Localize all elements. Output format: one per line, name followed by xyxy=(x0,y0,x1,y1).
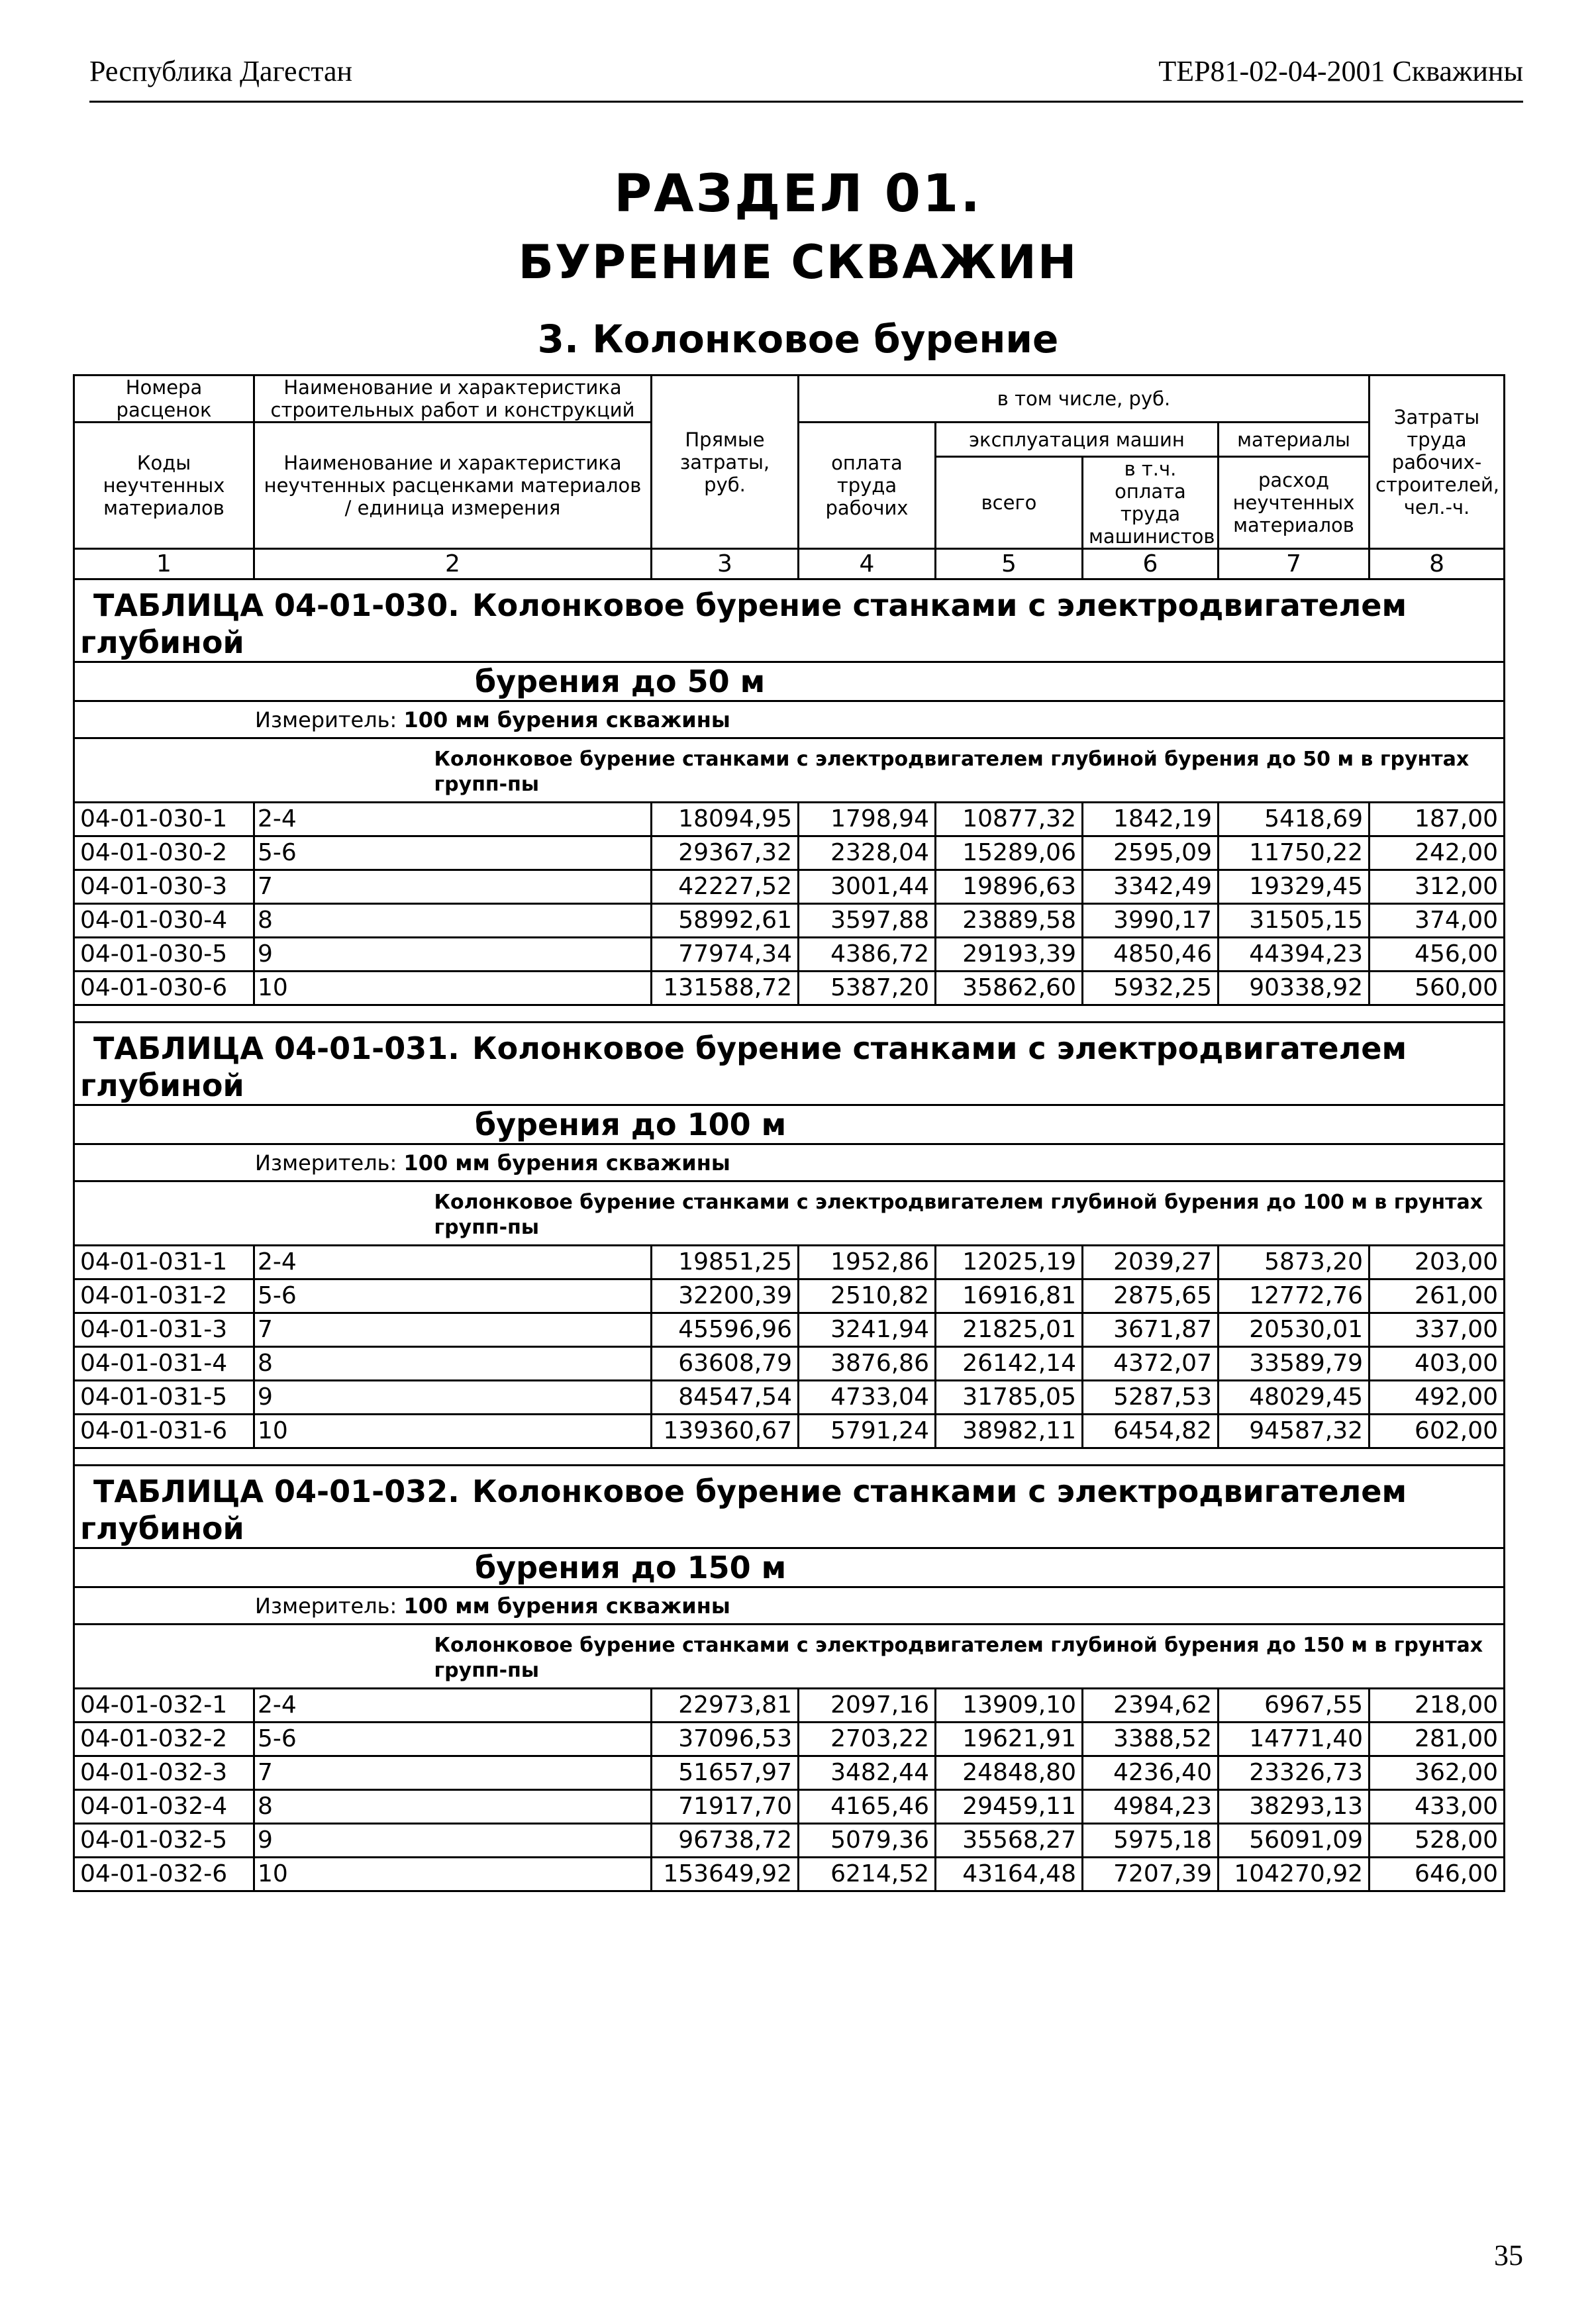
cell-hours: 456,00 xyxy=(1370,938,1505,972)
col-machines-header: эксплуатация машин xyxy=(936,423,1219,457)
cell-mach: 38982,11 xyxy=(936,1415,1083,1448)
cell-direct: 32200,39 xyxy=(652,1279,799,1313)
cell-group: 5-6 xyxy=(254,1279,652,1313)
cell-mach: 13909,10 xyxy=(936,1689,1083,1723)
cell-mat: 5418,69 xyxy=(1219,803,1370,836)
table-row xyxy=(74,870,1505,904)
cell-mach_labor: 4984,23 xyxy=(1083,1790,1219,1824)
cell-direct: 58992,61 xyxy=(652,904,799,938)
cell-mat: 14771,40 xyxy=(1219,1723,1370,1756)
cell-mach: 23889,58 xyxy=(936,904,1083,938)
table-row xyxy=(74,836,1505,870)
cell-group: 10 xyxy=(254,972,652,1005)
cell-hours: 187,00 xyxy=(1370,803,1505,836)
cell-labor: 5079,36 xyxy=(799,1824,936,1858)
cell-mach: 19896,63 xyxy=(936,870,1083,904)
meter-value: 100 мм бурения скважины xyxy=(403,1150,730,1176)
col-rate-number-header: Номера расценок xyxy=(74,375,254,423)
cell-group: 9 xyxy=(254,1824,652,1858)
cell-code: 04-01-031-6 xyxy=(74,1415,254,1448)
cell-group: 8 xyxy=(254,904,652,938)
col-material-consumption-header: расход неучтенных материалов xyxy=(1219,457,1370,549)
cell-code: 04-01-031-5 xyxy=(74,1381,254,1415)
cell-hours: 560,00 xyxy=(1370,972,1505,1005)
table-meter xyxy=(74,1144,1505,1181)
table-row xyxy=(74,1824,1505,1858)
cell-code: 04-01-032-2 xyxy=(74,1723,254,1756)
col-wages-header: оплата труда рабочих xyxy=(799,423,936,549)
table-caption xyxy=(74,1023,1505,1105)
table-row xyxy=(74,1790,1505,1824)
cell-hours: 312,00 xyxy=(1370,870,1505,904)
table-row xyxy=(74,1756,1505,1790)
column-number-3: 3 xyxy=(652,549,799,579)
cell-mach_labor: 5287,53 xyxy=(1083,1381,1219,1415)
cell-labor: 3876,86 xyxy=(799,1347,936,1381)
cell-hours: 242,00 xyxy=(1370,836,1505,870)
cell-mat: 23326,73 xyxy=(1219,1756,1370,1790)
cell-code: 04-01-030-6 xyxy=(74,972,254,1005)
column-number-1: 1 xyxy=(74,549,254,579)
cell-code: 04-01-032-4 xyxy=(74,1790,254,1824)
cell-code: 04-01-032-5 xyxy=(74,1824,254,1858)
cell-hours: 646,00 xyxy=(1370,1858,1505,1891)
cell-direct: 131588,72 xyxy=(652,972,799,1005)
running-header xyxy=(89,54,1523,101)
cell-code: 04-01-031-1 xyxy=(74,1246,254,1279)
table-caption xyxy=(74,1466,1505,1548)
cell-hours: 492,00 xyxy=(1370,1381,1505,1415)
cell-mach: 43164,48 xyxy=(936,1858,1083,1891)
cell-mach: 15289,06 xyxy=(936,836,1083,870)
table-row xyxy=(74,1313,1505,1347)
cell-group: 5-6 xyxy=(254,836,652,870)
section-subtitle: БУРЕНИЕ СКВАЖИН xyxy=(518,235,1078,289)
cell-direct: 77974,34 xyxy=(652,938,799,972)
cell-hours: 433,00 xyxy=(1370,1790,1505,1824)
col-machines-total-header: всего xyxy=(936,457,1083,549)
cell-code: 04-01-032-1 xyxy=(74,1689,254,1723)
meter-value: 100 мм бурения скважины xyxy=(403,1593,730,1619)
cell-labor: 3241,94 xyxy=(799,1313,936,1347)
cell-hours: 203,00 xyxy=(1370,1246,1505,1279)
cell-code: 04-01-032-3 xyxy=(74,1756,254,1790)
table-label: ТАБЛИЦА 04-01-030. xyxy=(93,587,460,623)
cell-code: 04-01-030-4 xyxy=(74,904,254,938)
cell-mach: 16916,81 xyxy=(936,1279,1083,1313)
col-materials-header: материалы xyxy=(1219,423,1370,457)
cell-direct: 22973,81 xyxy=(652,1689,799,1723)
table-caption-row-2 xyxy=(74,1105,1505,1144)
cell-code: 04-01-030-5 xyxy=(74,938,254,972)
cell-mat: 44394,23 xyxy=(1219,938,1370,972)
cell-group: 9 xyxy=(254,1381,652,1415)
cell-hours: 337,00 xyxy=(1370,1313,1505,1347)
col-labor-hours-header: Затраты труда рабочих-строителей, чел.-ч. xyxy=(1370,375,1505,549)
header-rule xyxy=(89,101,1523,103)
cell-group: 7 xyxy=(254,1313,652,1347)
col-material-codes-header: Коды неучтенных материалов xyxy=(74,423,254,549)
table-meter-row xyxy=(74,701,1505,738)
cell-mach: 26142,14 xyxy=(936,1347,1083,1381)
table-title-line-1: Колонковое бурение станками с электродвигателем глубиной xyxy=(80,1474,1407,1546)
cell-direct: 84547,54 xyxy=(652,1381,799,1415)
table-caption-row xyxy=(74,1023,1505,1105)
col-machinist-wages-header: в т.ч. оплата труда машинистов xyxy=(1083,457,1219,549)
cell-labor: 3597,88 xyxy=(799,904,936,938)
table-caption xyxy=(74,579,1505,662)
table-spacer xyxy=(74,1005,1505,1023)
cell-mach_labor: 3342,49 xyxy=(1083,870,1219,904)
column-number-8: 8 xyxy=(1370,549,1505,579)
table-title-line-1: Колонковое бурение станками с электродвигателем глубиной xyxy=(80,587,1407,660)
col-work-name-header: Наименование и характеристика строительных работ и конструкций xyxy=(254,375,652,423)
table-title-line-2: бурения до 50 м xyxy=(74,662,1505,701)
group-row xyxy=(74,1181,1505,1246)
table-title-line-2: бурения до 150 м xyxy=(74,1548,1505,1587)
cell-mach: 21825,01 xyxy=(936,1313,1083,1347)
subsection-title: 3. Колонковое бурение xyxy=(537,317,1059,362)
cell-group: 5-6 xyxy=(254,1723,652,1756)
table-row xyxy=(74,1347,1505,1381)
cell-group: 2-4 xyxy=(254,1689,652,1723)
cell-mach_labor: 3671,87 xyxy=(1083,1313,1219,1347)
cell-code: 04-01-030-2 xyxy=(74,836,254,870)
table-label: ТАБЛИЦА 04-01-031. xyxy=(93,1030,460,1066)
cell-hours: 403,00 xyxy=(1370,1347,1505,1381)
cell-hours: 528,00 xyxy=(1370,1824,1505,1858)
cell-mat: 5873,20 xyxy=(1219,1246,1370,1279)
cell-labor: 3001,44 xyxy=(799,870,936,904)
cell-mat: 12772,76 xyxy=(1219,1279,1370,1313)
cell-code: 04-01-031-3 xyxy=(74,1313,254,1347)
cell-direct: 71917,70 xyxy=(652,1790,799,1824)
table-meter xyxy=(74,1587,1505,1625)
cell-hours: 602,00 xyxy=(1370,1415,1505,1448)
cell-code: 04-01-030-3 xyxy=(74,870,254,904)
cell-code: 04-01-031-4 xyxy=(74,1347,254,1381)
cell-mach_labor: 4372,07 xyxy=(1083,1347,1219,1381)
cell-mach: 12025,19 xyxy=(936,1246,1083,1279)
group-row xyxy=(74,738,1505,803)
cell-direct: 63608,79 xyxy=(652,1347,799,1381)
cell-mat: 38293,13 xyxy=(1219,1790,1370,1824)
table-meter-row xyxy=(74,1587,1505,1625)
cell-mat: 6967,55 xyxy=(1219,1689,1370,1723)
col-direct-costs-header: Прямые затраты, руб. xyxy=(652,375,799,549)
cell-mach_labor: 3990,17 xyxy=(1083,904,1219,938)
cell-code: 04-01-031-2 xyxy=(74,1279,254,1313)
table-row xyxy=(74,1858,1505,1891)
table-caption-row-2 xyxy=(74,662,1505,701)
cell-direct: 42227,52 xyxy=(652,870,799,904)
cell-mach_labor: 2394,62 xyxy=(1083,1689,1219,1723)
col-material-name-header: Наименование и характеристика неучтенных расценками материалов / единица измерения xyxy=(254,423,652,549)
cell-code: 04-01-032-6 xyxy=(74,1858,254,1891)
cell-mach_labor: 7207,39 xyxy=(1083,1858,1219,1891)
cell-mach_labor: 2875,65 xyxy=(1083,1279,1219,1313)
cell-labor: 5387,20 xyxy=(799,972,936,1005)
table-row xyxy=(74,938,1505,972)
cell-labor: 2703,22 xyxy=(799,1723,936,1756)
header-document-code: ТЕР81-02-04-2001 Скважины xyxy=(1158,55,1523,87)
cell-mach: 29193,39 xyxy=(936,938,1083,972)
cell-mach: 35862,60 xyxy=(936,972,1083,1005)
cell-group: 10 xyxy=(254,1415,652,1448)
section-title: РАЗДЕЛ 01. xyxy=(614,164,982,224)
cell-hours: 374,00 xyxy=(1370,904,1505,938)
cell-labor: 1798,94 xyxy=(799,803,936,836)
column-number-4: 4 xyxy=(799,549,936,579)
cell-labor: 4733,04 xyxy=(799,1381,936,1415)
cell-mach_labor: 2039,27 xyxy=(1083,1246,1219,1279)
column-numbers-row xyxy=(74,549,1505,579)
cell-labor: 5791,24 xyxy=(799,1415,936,1448)
cell-direct: 18094,95 xyxy=(652,803,799,836)
group-spacer-cell xyxy=(74,738,254,803)
cell-group: 8 xyxy=(254,1347,652,1381)
cell-mach_labor: 1842,19 xyxy=(1083,803,1219,836)
cell-mach: 10877,32 xyxy=(936,803,1083,836)
cell-group: 2-4 xyxy=(254,803,652,836)
table-label: ТАБЛИЦА 04-01-032. xyxy=(93,1474,460,1509)
cell-group: 9 xyxy=(254,938,652,972)
cell-mach: 24848,80 xyxy=(936,1756,1083,1790)
cell-direct: 37096,53 xyxy=(652,1723,799,1756)
table-meter-row xyxy=(74,1144,1505,1181)
cell-mach: 35568,27 xyxy=(936,1824,1083,1858)
table-caption-row-2 xyxy=(74,1548,1505,1587)
table-row xyxy=(74,1381,1505,1415)
cell-labor: 1952,86 xyxy=(799,1246,936,1279)
cell-direct: 19851,25 xyxy=(652,1246,799,1279)
cell-mach_labor: 6454,82 xyxy=(1083,1415,1219,1448)
cell-mat: 48029,45 xyxy=(1219,1381,1370,1415)
cell-mat: 19329,45 xyxy=(1219,870,1370,904)
table-row xyxy=(74,1415,1505,1448)
cell-mach: 19621,91 xyxy=(936,1723,1083,1756)
cell-group: 10 xyxy=(254,1858,652,1891)
cell-direct: 45596,96 xyxy=(652,1313,799,1347)
cell-labor: 6214,52 xyxy=(799,1858,936,1891)
cell-direct: 96738,72 xyxy=(652,1824,799,1858)
table-row xyxy=(74,1279,1505,1313)
page-number: 35 xyxy=(1494,2239,1523,2272)
header-region: Республика Дагестан xyxy=(89,55,353,87)
cell-mach_labor: 5932,25 xyxy=(1083,972,1219,1005)
group-description: Колонковое бурение станками с электродвигателем глубиной бурения до 150 м в грунтах групп-пы xyxy=(254,1625,1505,1689)
cell-mat: 56091,09 xyxy=(1219,1824,1370,1858)
cell-hours: 261,00 xyxy=(1370,1279,1505,1313)
table-caption-row xyxy=(74,1466,1505,1548)
column-number-5: 5 xyxy=(936,549,1083,579)
group-description: Колонковое бурение станками с электродвигателем глубиной бурения до 100 м в грунтах групп-пы xyxy=(254,1181,1505,1246)
table-spacer xyxy=(74,1448,1505,1466)
table-row xyxy=(74,803,1505,836)
cell-code: 04-01-030-1 xyxy=(74,803,254,836)
table-meter xyxy=(74,701,1505,738)
table-row xyxy=(74,1723,1505,1756)
cell-hours: 281,00 xyxy=(1370,1723,1505,1756)
cell-mat: 33589,79 xyxy=(1219,1347,1370,1381)
table-row xyxy=(74,972,1505,1005)
cell-mach_labor: 4850,46 xyxy=(1083,938,1219,972)
cell-labor: 2097,16 xyxy=(799,1689,936,1723)
rates-table xyxy=(73,374,1505,1892)
table-caption-row xyxy=(74,579,1505,662)
cell-labor: 4386,72 xyxy=(799,938,936,972)
cell-group: 7 xyxy=(254,870,652,904)
cell-mat: 20530,01 xyxy=(1219,1313,1370,1347)
column-number-2: 2 xyxy=(254,549,652,579)
cell-mat: 94587,32 xyxy=(1219,1415,1370,1448)
meter-label: Измеритель: xyxy=(255,1593,397,1619)
group-spacer-cell xyxy=(74,1625,254,1689)
cell-direct: 139360,67 xyxy=(652,1415,799,1448)
group-spacer-cell xyxy=(74,1181,254,1246)
cell-mat: 90338,92 xyxy=(1219,972,1370,1005)
meter-label: Измеритель: xyxy=(255,707,397,732)
table-title-line-2: бурения до 100 м xyxy=(74,1105,1505,1144)
table-row xyxy=(74,904,1505,938)
cell-group: 2-4 xyxy=(254,1246,652,1279)
cell-mat: 31505,15 xyxy=(1219,904,1370,938)
meter-value: 100 мм бурения скважины xyxy=(403,707,730,732)
cell-direct: 29367,32 xyxy=(652,836,799,870)
cell-direct: 51657,97 xyxy=(652,1756,799,1790)
cell-hours: 218,00 xyxy=(1370,1689,1505,1723)
cell-labor: 4165,46 xyxy=(799,1790,936,1824)
cell-labor: 2328,04 xyxy=(799,836,936,870)
col-including-header: в том числе, руб. xyxy=(799,375,1370,423)
column-number-6: 6 xyxy=(1083,549,1219,579)
header-row-1 xyxy=(74,375,1505,423)
table-title-line-1: Колонковое бурение станками с электродвигателем глубиной xyxy=(80,1030,1407,1103)
cell-labor: 2510,82 xyxy=(799,1279,936,1313)
table-row xyxy=(74,1689,1505,1723)
cell-mach: 29459,11 xyxy=(936,1790,1083,1824)
cell-labor: 3482,44 xyxy=(799,1756,936,1790)
cell-hours: 362,00 xyxy=(1370,1756,1505,1790)
group-row xyxy=(74,1625,1505,1689)
cell-mach_labor: 4236,40 xyxy=(1083,1756,1219,1790)
table-row xyxy=(74,1246,1505,1279)
cell-direct: 153649,92 xyxy=(652,1858,799,1891)
cell-mach_labor: 5975,18 xyxy=(1083,1824,1219,1858)
cell-mat: 104270,92 xyxy=(1219,1858,1370,1891)
cell-group: 7 xyxy=(254,1756,652,1790)
cell-group: 8 xyxy=(254,1790,652,1824)
column-number-7: 7 xyxy=(1219,549,1370,579)
cell-mach_labor: 2595,09 xyxy=(1083,836,1219,870)
group-description: Колонковое бурение станками с электродвигателем глубиной бурения до 50 м в грунтах групп-пы xyxy=(254,738,1505,803)
cell-mach_labor: 3388,52 xyxy=(1083,1723,1219,1756)
cell-mach: 31785,05 xyxy=(936,1381,1083,1415)
cell-mat: 11750,22 xyxy=(1219,836,1370,870)
meter-label: Измеритель: xyxy=(255,1150,397,1176)
